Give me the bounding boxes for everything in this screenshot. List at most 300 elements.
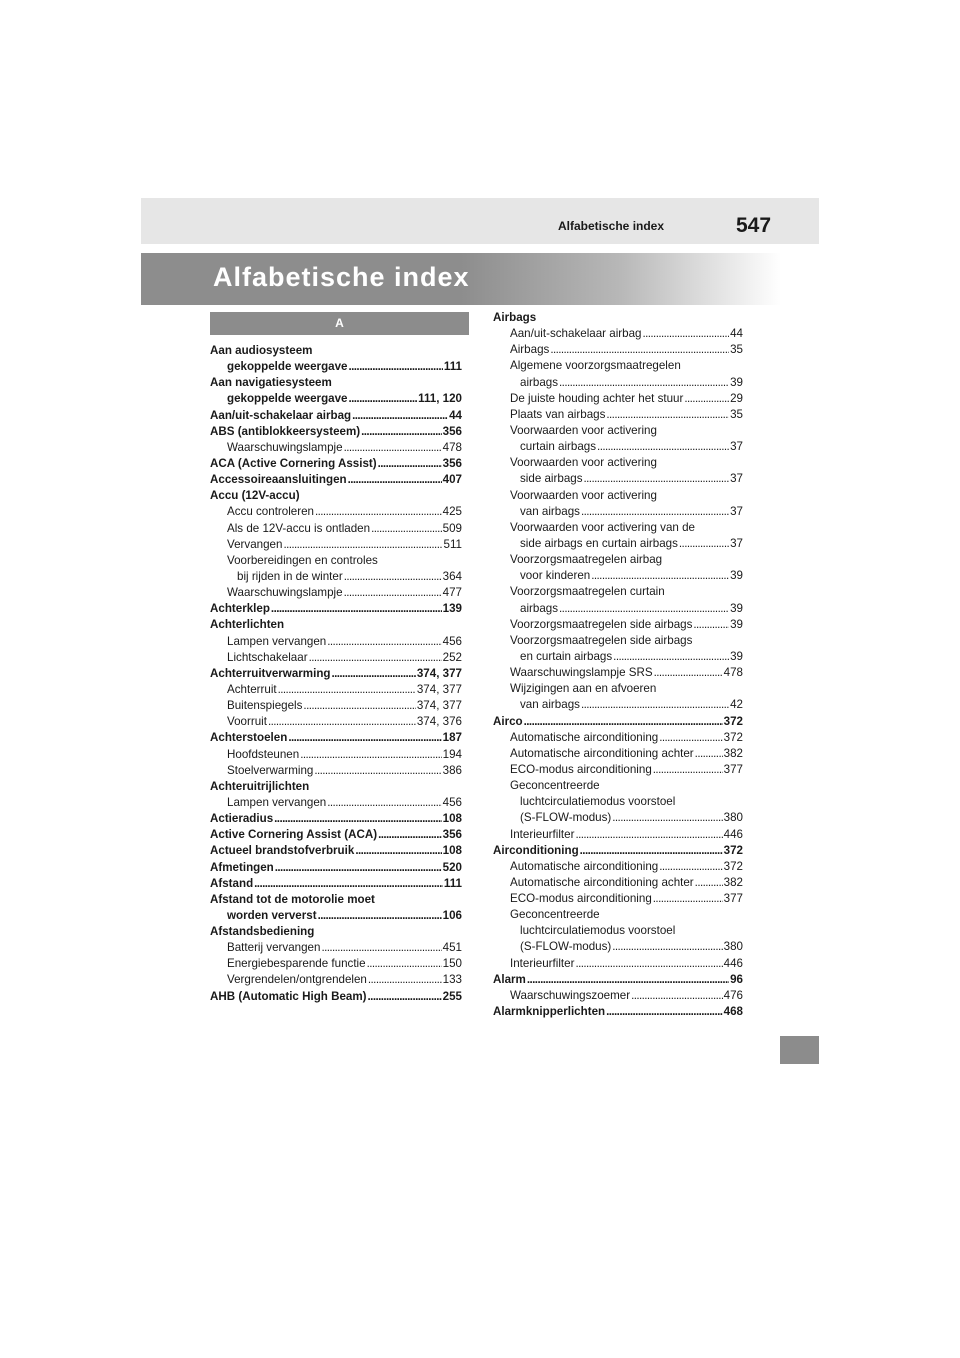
dot-leader	[652, 891, 723, 907]
dot-leader	[605, 1004, 723, 1020]
dot-leader	[652, 762, 723, 778]
index-entry	[210, 714, 462, 730]
dot-leader	[287, 730, 441, 746]
dot-leader	[326, 634, 441, 650]
dot-leader	[343, 440, 442, 456]
index-entry	[493, 601, 743, 617]
page-reference: 456	[442, 634, 462, 648]
page-reference: 478	[723, 666, 743, 680]
index-term: Voorwaarden voor activering	[510, 456, 657, 470]
index-entry	[210, 504, 462, 520]
dot-leader	[658, 859, 722, 875]
page-reference: 96	[730, 972, 743, 986]
index-entry	[210, 488, 462, 504]
page-reference: 111	[443, 360, 462, 374]
index-term: Waarschuwingszoemer	[510, 988, 631, 1002]
dot-leader	[367, 989, 442, 1005]
dot-leader	[630, 988, 723, 1004]
index-column-right	[493, 310, 743, 1020]
dot-leader	[692, 617, 729, 633]
dot-leader	[694, 875, 723, 891]
page-reference: 39	[730, 375, 743, 389]
index-term: Energiebesparende functie	[227, 957, 366, 971]
index-term: ACA (Active Cornering Assist)	[210, 456, 377, 470]
index-term: van airbags	[520, 698, 580, 712]
dot-leader	[370, 521, 442, 537]
index-term: AHB (Automatic High Beam)	[210, 989, 367, 1003]
index-entry	[493, 988, 743, 1004]
page-reference: 39	[730, 649, 743, 663]
index-term: Accessoireaansluitingen	[210, 473, 347, 487]
index-entry	[493, 714, 743, 730]
index-entry	[210, 795, 462, 811]
index-entry	[210, 843, 462, 859]
index-term: Lampen vervangen	[227, 634, 327, 648]
index-term: Lichtschakelaar	[227, 650, 308, 664]
index-entry	[493, 827, 743, 843]
page-title: Alfabetische index	[213, 262, 470, 292]
dot-leader	[360, 424, 442, 440]
dot-leader	[313, 763, 441, 779]
index-entry	[210, 924, 462, 940]
index-entry	[210, 440, 462, 456]
index-entry	[493, 471, 743, 487]
index-term: Aan navigatiesysteem	[210, 376, 332, 390]
dot-leader	[653, 665, 723, 681]
page-reference: 39	[730, 601, 743, 615]
page-reference: 37	[730, 504, 743, 518]
page-reference: 374, 377	[416, 666, 462, 680]
index-entry	[493, 891, 743, 907]
dot-leader	[558, 601, 729, 617]
page-reference: 255	[442, 989, 462, 1003]
index-entry	[210, 876, 462, 892]
index-term: Stoelverwarming	[227, 763, 314, 777]
index-entry	[493, 504, 743, 520]
index-entry	[210, 682, 462, 698]
index-entry	[493, 568, 743, 584]
index-term: Voorzorgsmaatregelen side airbags	[510, 617, 693, 631]
index-term: ECO-modus airconditioning	[510, 892, 652, 906]
index-term: Achterruitverwarming	[210, 666, 331, 680]
thumb-index-tab	[780, 1036, 819, 1064]
page-reference: 372	[723, 730, 743, 744]
index-term: Waarschuwingslampje	[227, 440, 343, 454]
page-reference: 108	[442, 812, 462, 826]
index-entry	[493, 875, 743, 891]
index-term: Achterstoelen	[210, 731, 288, 745]
index-entry	[493, 617, 743, 633]
index-term: airbags	[520, 375, 559, 389]
index-term: Automatische airconditioning	[510, 859, 659, 873]
page-reference: 477	[442, 586, 462, 600]
index-term: Afmetingen	[210, 860, 274, 874]
index-entry	[210, 892, 462, 908]
index-term: Voorbereidingen en controles	[227, 553, 378, 567]
index-term: Aan audiosysteem	[210, 344, 313, 357]
index-entry	[493, 391, 743, 407]
index-term: en curtain airbags	[520, 649, 613, 663]
index-entry	[493, 794, 743, 810]
dot-leader	[596, 439, 729, 455]
dot-leader	[590, 568, 729, 584]
dot-leader	[348, 391, 418, 407]
page-reference: 374, 377	[416, 699, 462, 713]
index-entry	[210, 472, 462, 488]
index-term: Voorzorgsmaatregelen side airbags	[510, 633, 693, 647]
dot-leader	[347, 472, 442, 488]
index-term: Airco	[493, 714, 523, 728]
page-reference: 372	[723, 714, 743, 728]
index-entry	[493, 310, 743, 326]
index-term: Lampen vervangen	[227, 795, 327, 809]
index-entry	[210, 359, 462, 375]
index-entry	[493, 939, 743, 955]
dot-leader	[277, 682, 416, 698]
dot-leader	[326, 795, 441, 811]
index-term: Accu (12V-accu)	[210, 489, 300, 503]
index-term: Vervangen	[227, 537, 283, 551]
page-reference: 446	[723, 827, 743, 841]
index-entry	[493, 681, 743, 697]
index-term: Achterlichten	[210, 618, 285, 632]
dot-leader	[580, 697, 729, 713]
index-entry	[210, 391, 462, 407]
page-reference: 35	[730, 343, 743, 357]
dot-leader	[354, 843, 441, 859]
page-reference: 356	[442, 828, 462, 842]
dot-leader	[611, 939, 722, 955]
dot-leader	[574, 827, 722, 843]
index-term: Waarschuwingslampje	[227, 586, 343, 600]
page-reference: 39	[730, 617, 743, 631]
page-number: 547	[736, 214, 772, 237]
dot-leader	[579, 843, 723, 859]
index-entry	[493, 859, 743, 875]
page-reference: 382	[723, 746, 743, 760]
dot-leader	[558, 375, 729, 391]
index-term: Algemene voorzorgsmaatregelen	[510, 359, 681, 373]
index-entry	[493, 778, 743, 794]
dot-leader	[302, 698, 415, 714]
index-entry	[493, 439, 743, 455]
page-reference: 133	[442, 973, 462, 987]
index-term: Batterij vervangen	[227, 941, 321, 955]
page-reference: 44	[449, 408, 462, 422]
page-reference: 111, 120	[418, 392, 462, 406]
index-term: luchtcirculatiemodus voorstoel	[520, 924, 676, 938]
dot-leader	[526, 972, 729, 988]
page-reference: 35	[730, 407, 743, 421]
index-term: worden ververst	[227, 908, 317, 922]
index-term: Actueel brandstofverbruik	[210, 844, 355, 858]
dot-leader	[320, 940, 441, 956]
header-bar	[141, 198, 819, 244]
index-entry	[493, 375, 743, 391]
index-term: De juiste houding achter het stuur	[510, 391, 684, 405]
index-entry	[493, 649, 743, 665]
running-header-title: Alfabetische index	[558, 219, 665, 233]
index-entry	[493, 923, 743, 939]
index-entry	[210, 521, 462, 537]
index-entry	[493, 407, 743, 423]
index-term: Airbags	[493, 311, 537, 324]
index-entry	[493, 358, 743, 374]
index-term: Automatische airconditioning achter	[510, 746, 694, 760]
index-entry	[210, 827, 462, 843]
index-term: Alarmknipperlichten	[493, 1005, 606, 1019]
index-entry	[493, 536, 743, 552]
page-reference: 478	[442, 440, 462, 454]
dot-leader	[273, 811, 442, 827]
page-reference: 37	[730, 440, 743, 454]
page-reference: 520	[442, 860, 462, 874]
page-reference: 446	[723, 956, 743, 970]
index-term: luchtcirculatiemodus voorstoel	[520, 795, 676, 809]
index-entry	[210, 408, 462, 424]
page-reference: 377	[723, 892, 743, 906]
index-entry	[493, 697, 743, 713]
index-term: Voorwaarden voor activering	[510, 488, 657, 502]
index-term: bij rijden in de winter	[237, 569, 343, 583]
index-term: Geconcentreerde	[510, 779, 600, 793]
index-entry	[210, 940, 462, 956]
dot-leader	[580, 504, 729, 520]
index-entry	[210, 343, 462, 359]
index-entry	[493, 665, 743, 681]
dot-leader	[683, 391, 729, 407]
dot-leader	[348, 359, 443, 375]
dot-leader	[641, 326, 729, 342]
dot-leader	[299, 747, 441, 763]
index-entry	[210, 553, 462, 569]
dot-leader	[549, 342, 729, 358]
index-term: Vergrendelen/ontgrendelen	[227, 973, 367, 987]
page-reference: 377	[723, 762, 743, 776]
index-term: curtain airbags	[520, 440, 597, 454]
index-term: side airbags en curtain airbags	[520, 536, 678, 550]
dot-leader	[612, 649, 729, 665]
page-reference: 425	[442, 505, 462, 519]
index-entry	[210, 617, 462, 633]
index-entry	[210, 908, 462, 924]
index-entry	[210, 424, 462, 440]
index-entry	[210, 860, 462, 876]
page-reference: 187	[442, 731, 462, 745]
dot-leader	[605, 407, 729, 423]
page-reference: 407	[442, 473, 462, 487]
index-term: Wijzigingen aan en afvoeren	[510, 682, 657, 696]
index-entry	[210, 375, 462, 391]
index-term: Afstandsbediening	[210, 925, 315, 939]
index-entry	[210, 456, 462, 472]
dot-leader	[678, 536, 729, 552]
index-term: Aan/uit-schakelaar airbag	[210, 408, 352, 422]
page-reference: 37	[730, 536, 743, 550]
page-reference: 364	[442, 569, 462, 583]
page-reference: 252	[442, 650, 462, 664]
index-entry	[493, 342, 743, 358]
index-term: Afstand	[210, 876, 254, 890]
index-entry	[210, 698, 462, 714]
page-reference: 382	[723, 875, 743, 889]
index-entry	[493, 907, 743, 923]
index-entry	[493, 746, 743, 762]
index-term: Aan/uit-schakelaar airbag	[510, 327, 642, 341]
index-term: Plaats van airbags	[510, 407, 606, 421]
dot-leader	[267, 714, 416, 730]
index-term: Active Cornering Assist (ACA)	[210, 828, 378, 842]
index-term: ECO-modus airconditioning	[510, 762, 652, 776]
dot-leader	[282, 537, 442, 553]
index-term: airbags	[520, 601, 559, 615]
page-reference: 139	[442, 602, 462, 616]
index-term: (S-FLOW-modus)	[520, 811, 612, 825]
index-term: Achteruitrijlichten	[210, 779, 310, 793]
dot-leader	[330, 666, 415, 682]
index-column-left	[210, 343, 462, 1005]
dot-leader	[314, 504, 442, 520]
index-term: Interieurfilter	[510, 956, 575, 970]
index-entry	[210, 747, 462, 763]
page-reference: 509	[442, 521, 462, 535]
index-term: ABS (antiblokkeersysteem)	[210, 424, 361, 438]
page-reference: 150	[442, 957, 462, 971]
index-term: Geconcentreerde	[510, 908, 600, 922]
index-entry	[493, 972, 743, 988]
page-reference: 386	[442, 763, 462, 777]
dot-leader	[694, 746, 723, 762]
index-term: Interieurfilter	[510, 827, 575, 841]
dot-leader	[270, 601, 442, 617]
dot-leader	[253, 876, 443, 892]
index-entry	[493, 455, 743, 471]
letter-section-header: A	[210, 312, 469, 335]
page-reference: 374, 376	[416, 715, 462, 729]
page-reference: 37	[730, 472, 743, 486]
index-entry	[493, 1004, 743, 1020]
dot-leader	[274, 860, 442, 876]
page-reference: 108	[442, 844, 462, 858]
index-term: Airbags	[510, 343, 550, 357]
index-term: Automatische airconditioning achter	[510, 875, 694, 889]
page-reference: 356	[442, 424, 462, 438]
dot-leader	[343, 569, 442, 585]
index-entry	[493, 520, 743, 536]
index-entry	[210, 650, 462, 666]
index-entry	[493, 762, 743, 778]
index-term: (S-FLOW-modus)	[520, 940, 612, 954]
index-entry	[210, 779, 462, 795]
dot-leader	[317, 908, 442, 924]
index-term: Voorruit	[227, 715, 267, 729]
index-term: Accu controleren	[227, 505, 314, 519]
page-reference: 111	[443, 876, 462, 890]
page-reference: 372	[723, 843, 743, 857]
dot-leader	[523, 714, 723, 730]
index-term: Voorzorgsmaatregelen airbag	[510, 553, 663, 567]
page-reference: 39	[730, 569, 743, 583]
index-term: gekoppelde weergave	[227, 360, 348, 374]
index-entry	[210, 989, 462, 1005]
index-term: Voorzorgsmaatregelen curtain	[510, 585, 665, 599]
page-reference: 356	[442, 456, 462, 470]
index-entry	[493, 633, 743, 649]
index-term: Voorwaarden voor activering van de	[510, 520, 695, 534]
index-entry	[493, 843, 743, 859]
index-entry	[210, 537, 462, 553]
index-entry	[210, 666, 462, 682]
page-reference: 29	[730, 391, 743, 405]
dot-leader	[377, 827, 442, 843]
index-term: Achterklep	[210, 602, 270, 616]
index-entry	[210, 956, 462, 972]
index-entry	[493, 810, 743, 826]
page-reference: 194	[442, 747, 462, 761]
page-reference: 380	[723, 940, 743, 954]
page-reference: 42	[730, 698, 743, 712]
index-entry	[493, 956, 743, 972]
dot-leader	[658, 730, 722, 746]
index-entry	[210, 972, 462, 988]
index-entry	[210, 601, 462, 617]
index-term: Buitenspiegels	[227, 699, 303, 713]
index-entry	[210, 763, 462, 779]
page-reference: 372	[723, 859, 743, 873]
index-term: side airbags	[520, 472, 583, 486]
index-entry	[493, 423, 743, 439]
index-term: voor kinderen	[520, 569, 591, 583]
index-entry	[493, 584, 743, 600]
index-term: Voorwaarden voor activering	[510, 423, 657, 437]
index-entry	[493, 552, 743, 568]
index-term: gekoppelde weergave	[227, 392, 348, 406]
index-term: Alarm	[493, 972, 526, 986]
index-entry	[210, 634, 462, 650]
index-term: Achterruit	[227, 682, 277, 696]
page-reference: 380	[723, 811, 743, 825]
page-reference: 44	[730, 327, 743, 341]
index-entry	[210, 569, 462, 585]
dot-leader	[611, 810, 722, 826]
index-entry	[210, 585, 462, 601]
page-reference: 374, 377	[416, 682, 462, 696]
index-entry	[210, 730, 462, 746]
index-term: Airconditioning	[493, 843, 579, 857]
index-term: Actieradius	[210, 812, 274, 826]
dot-leader	[351, 408, 448, 424]
page-reference: 106	[442, 908, 462, 922]
dot-leader	[366, 956, 442, 972]
page-reference: 468	[723, 1005, 743, 1019]
page-reference: 456	[442, 795, 462, 809]
dot-leader	[308, 650, 442, 666]
index-term: Waarschuwingslampje SRS	[510, 666, 653, 680]
dot-leader	[367, 972, 442, 988]
index-entry	[493, 326, 743, 342]
dot-leader	[377, 456, 442, 472]
dot-leader	[574, 956, 722, 972]
index-entry	[493, 488, 743, 504]
page-reference: 476	[723, 988, 743, 1002]
index-entry	[210, 811, 462, 827]
index-term: Als de 12V-accu is ontladen	[227, 521, 371, 535]
index-entry	[493, 730, 743, 746]
index-term: Hoofdsteunen	[227, 747, 300, 761]
dot-leader	[583, 471, 730, 487]
page-reference: 511	[443, 537, 462, 551]
index-term: Afstand tot de motorolie moet	[210, 892, 375, 906]
